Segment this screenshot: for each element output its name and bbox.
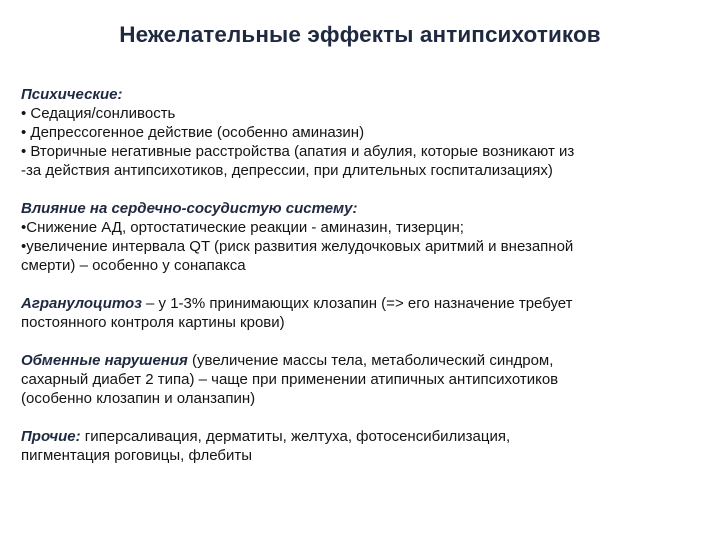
section-agranulocytosis — [21, 294, 701, 332]
list-item: •Снижение АД, ортостатические реакции - аминазин, тизерцин; — [21, 219, 464, 236]
list-item: • Вторичные негативные расстройства (апатия и абулия, которые возникают из — [21, 143, 575, 160]
section-other — [21, 427, 701, 465]
list-item: • Депрессогенное действие (особенно аминазин) — [21, 124, 365, 141]
slide-title: Нежелательные эффекты антипсихотиков — [119, 22, 601, 47]
section-metabolic-text: (увеличение массы тела, метаболический синдром, — [187, 352, 554, 369]
section-metabolic — [21, 351, 701, 408]
list-item: •увеличение интервала QT (риск развития желудочковых аритмий и внезапной — [21, 238, 574, 255]
section-metabolic-text-continued: сахарный диабет 2 типа) – чаще при применении атипичных антипсихотиков — [21, 371, 559, 388]
list-item: -за действия антипсихотиков, депрессии, при длительных госпитализациях) — [21, 162, 553, 179]
section-metabolic-heading: Обменные нарушения — [21, 352, 188, 369]
slide-content — [21, 85, 701, 484]
section-cardio-heading: Влияние на сердечно-сосудистую систему: — [21, 200, 358, 217]
section-metabolic-text-continued: (особенно клозапин и оланзапин) — [21, 390, 256, 407]
section-agranulocytosis-heading: Агранулоцитоз — [21, 295, 142, 312]
section-agranulocytosis-text: – у 1-3% принимающих клозапин (=> его назначение требует — [141, 295, 573, 312]
section-cardio — [21, 199, 701, 275]
section-psychic-heading: Психические: — [21, 86, 123, 103]
section-other-heading: Прочие: — [21, 428, 81, 445]
section-other-text: гиперсаливация, дерматиты, желтуха, фотосенсибилизация, — [80, 428, 511, 445]
section-psychic — [21, 85, 701, 180]
section-agranulocytosis-text-continued: постоянного контроля картины крови) — [21, 314, 285, 331]
section-other-text-continued: пигментация роговицы, флебиты — [21, 447, 252, 464]
list-item: • Седация/сонливость — [21, 105, 176, 122]
list-item: смерти) – особенно у сонапакса — [21, 257, 246, 274]
